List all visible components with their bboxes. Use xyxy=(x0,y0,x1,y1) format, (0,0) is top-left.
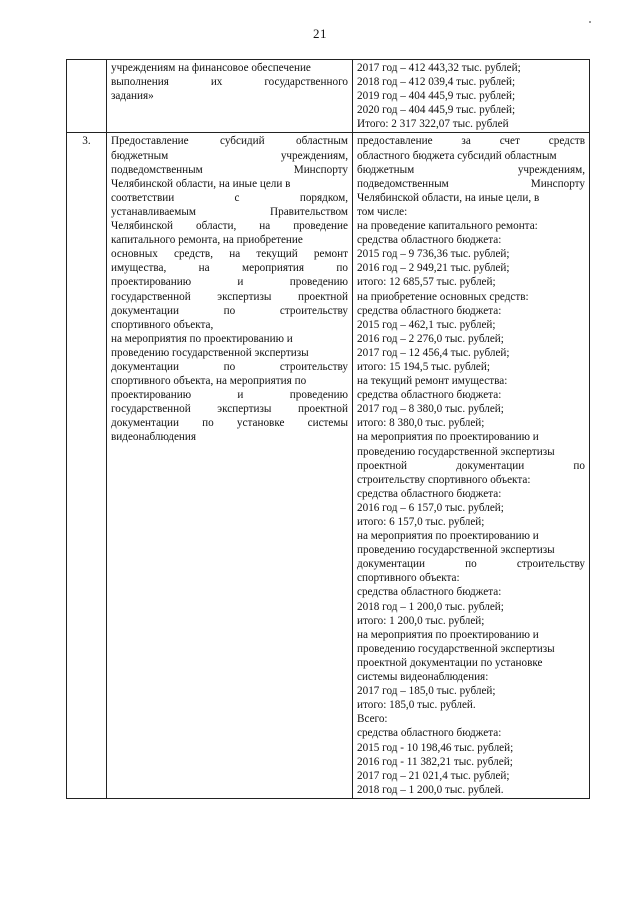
description-line: подведомственным Минспорту xyxy=(111,163,348,176)
funding-line: проведению государственной экспертизы xyxy=(357,445,555,458)
table-row xyxy=(67,133,590,798)
funding-line: средства областного бюджета: xyxy=(357,487,502,500)
description-line: Предоставление субсидий областным xyxy=(111,135,348,148)
funding-line: 2018 год – 1 200,0 тыс. рублей. xyxy=(357,783,504,796)
subsidy-table xyxy=(66,59,590,799)
funding-line: бюджетным учреждениям, xyxy=(357,163,585,176)
funding-line: проектной документации по установке xyxy=(357,656,543,669)
funding-line: 2017 год – 12 456,4 тыс. рублей; xyxy=(357,346,510,359)
funding-line: 2016 год - 11 382,21 тыс. рублей; xyxy=(357,755,513,768)
description-line: учреждениям на финансовое обеспечение xyxy=(111,62,311,74)
description-cell xyxy=(107,133,353,798)
funding-line: том числе: xyxy=(357,205,408,218)
funding-line: проведению государственной экспертизы xyxy=(357,544,555,557)
funding-line: 2018 год – 412 039,4 тыс. рублей; xyxy=(357,76,516,89)
funding-line: 2016 год – 2 276,0 тыс. рублей; xyxy=(357,332,504,345)
funding-line: 2020 год – 404 445,9 тыс. рублей; xyxy=(357,104,516,117)
funding-line: средства областного бюджета: xyxy=(357,389,502,402)
funding-line: Всего: xyxy=(357,713,388,726)
row-number: 3. xyxy=(82,135,91,148)
funding-line: итого: 6 157,0 тыс. рублей; xyxy=(357,516,485,528)
description-line: соответствии с порядком, xyxy=(111,191,348,204)
scan-speck xyxy=(589,21,591,23)
description-line: спортивного объекта, xyxy=(111,318,214,331)
description-line: капитального ремонта, на приобретение xyxy=(111,234,303,247)
funding-line: на проведение капитального ремонта: xyxy=(357,220,538,233)
funding-line: 2015 год – 462,1 тыс. рублей; xyxy=(357,318,496,331)
funding-line: на мероприятия по проектированию и xyxy=(357,530,539,543)
funding-line: средства областного бюджета: xyxy=(357,586,502,599)
funding-line: Итого: 2 317 322,07 тыс. рублей xyxy=(357,118,509,131)
funding-line: спортивного объекта: xyxy=(357,572,460,585)
description-line: спортивного объекта, на мероприятия по xyxy=(111,375,307,388)
description-line: на мероприятия по проектированию и xyxy=(111,332,293,345)
funding-line: 2017 год – 185,0 тыс. рублей; xyxy=(357,685,496,698)
funding-line: системы видеонаблюдения: xyxy=(357,671,489,684)
description-line: проектированию и проведению xyxy=(111,276,348,289)
funding-line: проведению государственной экспертизы xyxy=(357,642,555,655)
description-line: документации по строительству xyxy=(111,360,348,373)
funding-line: итого: 12 685,57 тыс. рублей; xyxy=(357,276,496,289)
funding-line: подведомственным Минспорту xyxy=(357,177,585,190)
description-line: документации по установке системы xyxy=(111,417,348,430)
funding-line: на мероприятия по проектированию и xyxy=(357,628,539,641)
funding-line: итого: 8 380,0 тыс. рублей; xyxy=(357,417,485,430)
funding-line: средства областного бюджета: xyxy=(357,234,502,247)
funding-line: средства областного бюджета: xyxy=(357,304,502,317)
description-line: государственной экспертизы проектной xyxy=(111,290,348,303)
funding-line: областного бюджета субсидий областным xyxy=(357,149,557,162)
funding-line: 2015 год – 9 736,36 тыс. рублей; xyxy=(357,248,510,261)
funding-line: итого: 185,0 тыс. рублей. xyxy=(357,699,476,712)
funding-line: документации по строительству xyxy=(357,558,585,571)
description-line: устанавливаемым Правительством xyxy=(111,205,348,218)
funding-line: Челябинской области, на иные цели, в xyxy=(357,191,540,204)
funding-line: на текущий ремонт имущества: xyxy=(357,375,508,388)
funding-line: 2015 год - 10 198,46 тыс. рублей; xyxy=(357,741,514,754)
funding-line: на приобретение основных средств: xyxy=(357,290,529,303)
page-number: 21 xyxy=(313,26,327,41)
description-line: проведению государственной экспертизы xyxy=(111,346,309,359)
funding-line: проектной документации по xyxy=(357,459,585,472)
table-body xyxy=(67,60,590,799)
description-line: основных средств, на текущий ремонт xyxy=(111,248,348,261)
funding-line: 2016 год – 2 949,21 тыс. рублей; xyxy=(357,262,510,275)
description-line: видеонаблюдения xyxy=(111,431,197,444)
description-line: Челябинской области, на проведение xyxy=(111,220,348,233)
description-line: задания» xyxy=(111,90,154,103)
funding-line: итого: 15 194,5 тыс. рублей; xyxy=(357,360,490,373)
funding-cell xyxy=(353,60,590,133)
funding-line: строительству спортивного объекта: xyxy=(357,473,531,486)
description-line: бюджетным учреждениям, xyxy=(111,149,348,162)
description-line: имущества, на мероприятия по xyxy=(111,262,348,275)
funding-line: 2018 год – 1 200,0 тыс. рублей; xyxy=(357,600,504,613)
description-line: проектированию и проведению xyxy=(111,389,348,402)
funding-cell xyxy=(353,133,590,798)
funding-line: 2017 год – 8 380,0 тыс. рублей; xyxy=(357,403,504,416)
funding-line: 2017 год – 21 021,4 тыс. рублей; xyxy=(357,769,510,782)
row-number-cell xyxy=(67,133,107,798)
description-line: документации по строительству xyxy=(111,304,348,317)
description-line: государственной экспертизы проектной xyxy=(111,403,348,416)
row-number-cell xyxy=(67,60,107,133)
description-cell xyxy=(107,60,353,133)
funding-line: 2016 год – 6 157,0 тыс. рублей; xyxy=(357,501,504,514)
funding-line: итого: 1 200,0 тыс. рублей; xyxy=(357,614,485,627)
table-row xyxy=(67,60,590,133)
funding-line: 2017 год – 412 443,32 тыс. рублей; xyxy=(357,62,521,74)
description-line: выполнения их государственного xyxy=(111,76,348,89)
funding-line: 2019 год – 404 445,9 тыс. рублей; xyxy=(357,90,516,103)
funding-line: средства областного бюджета: xyxy=(357,727,502,740)
funding-line: предоставление за счет средств xyxy=(357,135,585,148)
description-line: Челябинской области, на иные цели в xyxy=(111,177,291,190)
funding-line: на мероприятия по проектированию и xyxy=(357,431,539,444)
